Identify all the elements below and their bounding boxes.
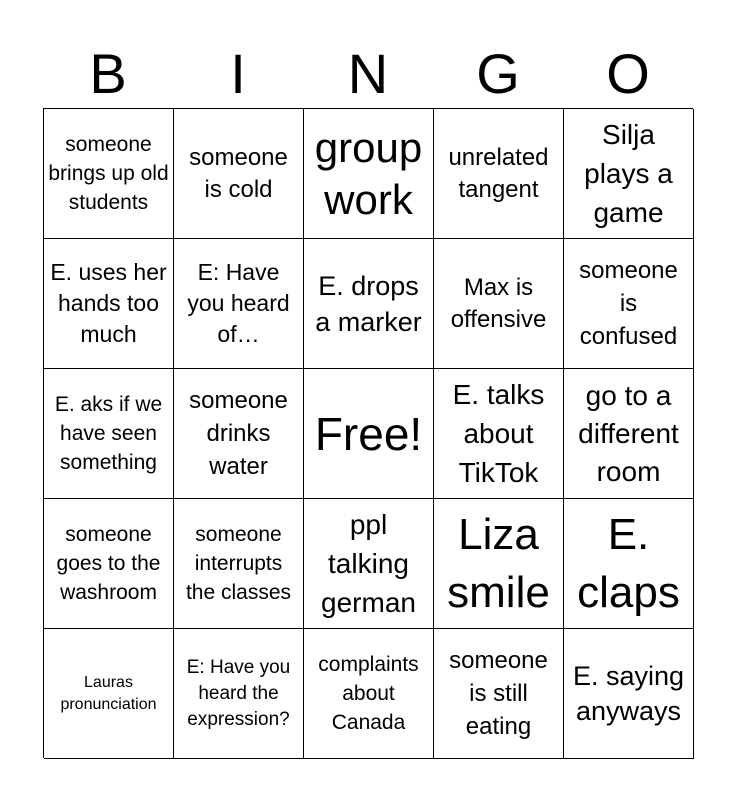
bingo-cell-text: E. saying anyways [572, 660, 685, 726]
bingo-cell-text: someone is confused [579, 257, 678, 350]
bingo-cell-text: Max is offensive [450, 273, 547, 333]
bingo-cell[interactable] [304, 499, 434, 629]
bingo-cell[interactable] [434, 239, 564, 369]
bingo-cell[interactable] [564, 499, 694, 629]
bingo-cell-text: Liza smile [447, 509, 550, 617]
bingo-cell[interactable] [44, 629, 174, 759]
bingo-cell-text: E: Have you heard the expression? [186, 656, 291, 730]
header-letter-g: G [476, 42, 520, 105]
bingo-cell-text: someone drinks water [189, 387, 288, 480]
bingo-cell[interactable] [44, 499, 174, 629]
bingo-cell[interactable] [174, 109, 304, 239]
bingo-cell-text: someone is cold [189, 143, 288, 203]
bingo-cell-text: E. uses her hands too much [50, 259, 167, 347]
bingo-cell[interactable] [564, 109, 694, 239]
bingo-cell[interactable] [174, 629, 304, 759]
bingo-cell-text: Lauras pronunciation [60, 673, 157, 713]
bingo-cell[interactable] [304, 239, 434, 369]
bingo-cell[interactable] [44, 369, 174, 499]
bingo-cell[interactable] [564, 629, 694, 759]
bingo-cell-text: complaints about Canada [318, 653, 419, 734]
bingo-cell[interactable] [174, 499, 304, 629]
bingo-cell-text: E. talks about TikTok [452, 379, 545, 488]
bingo-cell-text: Free! [314, 407, 423, 460]
bingo-cell-text: someone brings up old students [48, 133, 169, 214]
bingo-cell[interactable] [304, 369, 434, 499]
bingo-cell-text: unrelated tangent [448, 143, 549, 203]
bingo-cell-text: Silja plays a game [584, 119, 673, 228]
bingo-cell-text: E. drops a marker [315, 270, 422, 337]
header-letter-b: B [89, 42, 127, 105]
bingo-cell[interactable] [44, 239, 174, 369]
header-letter-i: I [230, 42, 246, 105]
bingo-cell[interactable] [304, 629, 434, 759]
bingo-cell[interactable] [44, 109, 174, 239]
bingo-cell-text: E: Have you heard of… [187, 259, 290, 347]
bingo-cell-text: go to a different room [578, 379, 679, 487]
bingo-cell-text: E. aks if we have seen something [54, 393, 163, 474]
header-letter-o: O [606, 42, 650, 105]
bingo-cell[interactable] [434, 109, 564, 239]
bingo-card-grid [43, 108, 693, 758]
bingo-cell[interactable] [434, 499, 564, 629]
bingo-header [43, 40, 693, 108]
bingo-cell-text: someone goes to the washroom [56, 523, 161, 604]
bingo-cell[interactable] [564, 369, 694, 499]
bingo-cell[interactable] [174, 239, 304, 369]
bingo-cell[interactable] [434, 369, 564, 499]
header-letter-n: N [347, 42, 389, 105]
bingo-cell[interactable] [434, 629, 564, 759]
bingo-cell-text: ppl talking german [321, 509, 416, 618]
bingo-cell[interactable] [174, 369, 304, 499]
bingo-cell[interactable] [564, 239, 694, 369]
bingo-cell-text: someone is still eating [449, 647, 548, 740]
bingo-cell-text: group work [314, 123, 423, 223]
bingo-cell[interactable] [304, 109, 434, 239]
bingo-cell-text: E. claps [577, 509, 680, 617]
bingo-cell-text: someone interrupts the classes [185, 523, 292, 604]
